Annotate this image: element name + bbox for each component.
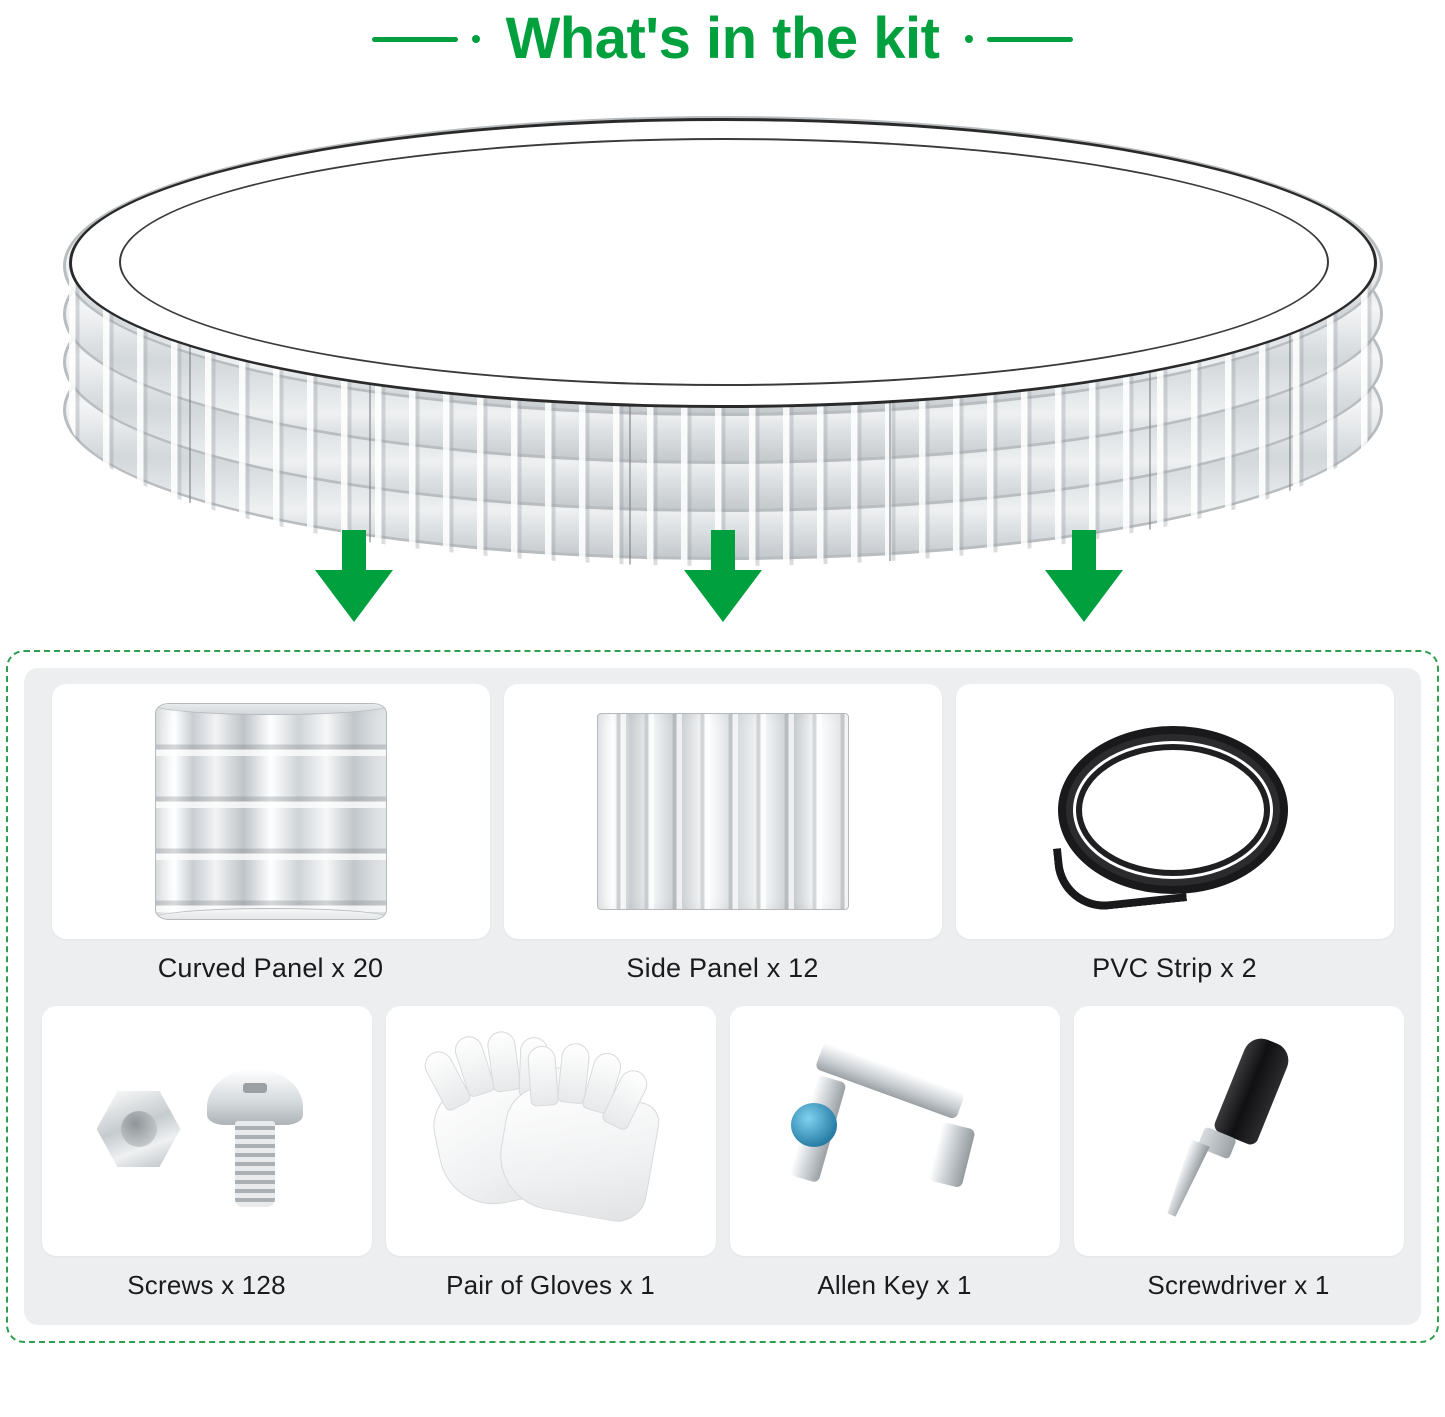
kit-item-screwdriver	[1074, 1006, 1404, 1317]
arrow-down-icon	[1045, 530, 1123, 620]
ornament-dot	[965, 35, 973, 43]
kit-item-label: Screwdriver x 1	[1147, 1270, 1330, 1300]
kit-item-pvc-strip	[956, 684, 1394, 1000]
kit-item-allen-key	[730, 1006, 1060, 1317]
bed-inner-opening	[119, 138, 1329, 386]
arrow-row	[0, 530, 1445, 640]
pvc-strip-coil-icon	[1052, 722, 1297, 902]
raised-garden-bed-illustration	[63, 116, 1383, 506]
kit-item-label: Side Panel x 12	[626, 953, 819, 983]
kit-item-image-card	[730, 1006, 1060, 1256]
gloves-icon	[431, 1044, 671, 1219]
kit-item-label: Allen Key x 1	[817, 1270, 972, 1300]
allen-key-icon	[785, 1061, 1005, 1201]
header-right-ornament	[965, 35, 1073, 43]
ornament-bar	[987, 37, 1073, 42]
arrow-down-icon	[684, 530, 762, 620]
kit-item-image-card	[1074, 1006, 1404, 1256]
hero-product-image	[23, 106, 1423, 526]
screwdriver-icon	[1134, 1036, 1344, 1226]
kit-contents-panel	[6, 650, 1439, 1343]
kit-item-gloves	[386, 1006, 716, 1317]
kit-item-side-panel	[504, 684, 942, 1000]
side-panel-icon	[597, 713, 849, 910]
ornament-bar	[372, 37, 458, 42]
kit-item-screws	[42, 1006, 372, 1317]
page-title: What's in the kit	[505, 6, 940, 71]
kit-contents-grid	[24, 668, 1421, 1325]
curved-panel-icon	[155, 703, 387, 920]
kit-item-image-card	[386, 1006, 716, 1256]
kit-item-curved-panel	[52, 684, 490, 1000]
header-left-ornament	[372, 35, 480, 43]
ornament-dot	[472, 35, 480, 43]
kit-item-image-card	[956, 684, 1394, 939]
kit-item-label: Curved Panel x 20	[157, 953, 384, 983]
kit-item-image-card	[42, 1006, 372, 1256]
kit-item-label: Pair of Gloves x 1	[446, 1270, 655, 1300]
kit-item-label: Screws x 128	[127, 1270, 286, 1300]
kit-item-label: PVC Strip x 2	[1092, 953, 1257, 983]
kit-item-image-card	[504, 684, 942, 939]
kit-row-1	[38, 684, 1407, 1000]
page-header	[0, 0, 1445, 78]
kit-row-2	[38, 1006, 1407, 1317]
arrow-down-icon	[315, 530, 393, 620]
kit-item-image-card	[52, 684, 490, 939]
screw-and-nut-icon	[87, 1051, 327, 1211]
